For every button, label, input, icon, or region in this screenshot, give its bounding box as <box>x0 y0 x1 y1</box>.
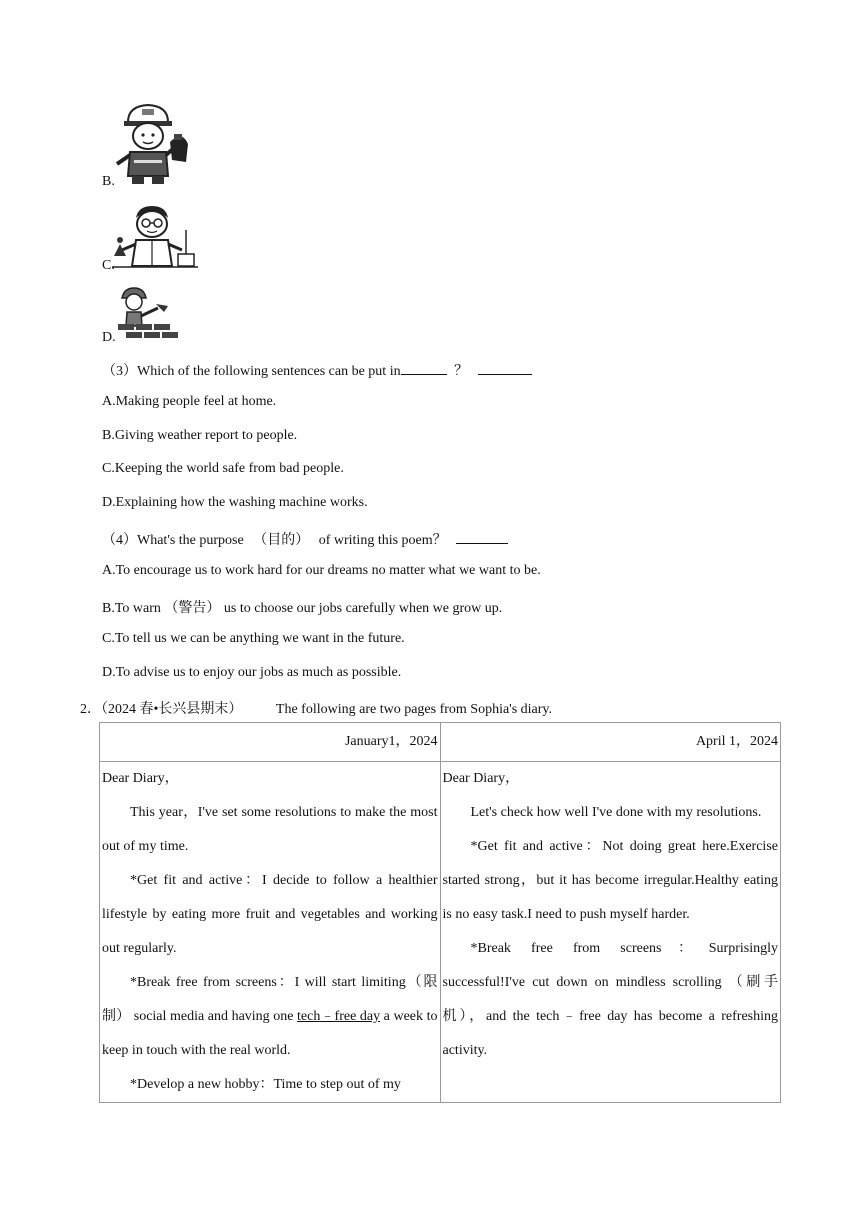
diary-left-entry <box>100 762 441 1103</box>
question-4-text-a: What's the purpose <box>137 533 244 548</box>
bricklayer-picture <box>114 286 186 342</box>
diary-left-hobby: *Develop a new hobby：Time to step out of my <box>130 1077 401 1092</box>
question-4-option-c: C.To tell us we can be anything we want in the future. <box>102 631 405 646</box>
option-d-label: D. <box>102 330 116 345</box>
question-3-text: Which of the following sentences can be put in <box>137 364 401 379</box>
question-3-option-d: D.Explaining how the washing machine works. <box>102 495 368 510</box>
diary-right-date: April 1，2024 <box>440 723 781 762</box>
option-c-label: C. <box>102 258 115 273</box>
question-3-answer-blank[interactable] <box>478 360 532 375</box>
question-3-gap <box>401 360 447 375</box>
diary-table <box>99 722 781 1103</box>
question-3-option-a: A.Making people feel at home. <box>102 394 277 409</box>
scientist-icon <box>112 204 198 270</box>
firefighter-picture <box>112 100 196 186</box>
question-4-stem <box>102 529 508 549</box>
question-4-text-b: （目的） <box>253 533 310 548</box>
diary-right-intro: Let's check how well I've done with my resolutions. <box>470 805 762 820</box>
diary-left-date: January1，2024 <box>100 723 441 762</box>
diary-left-screens <box>102 966 438 1068</box>
tech-free-day-term: tech﹣free day <box>297 1009 381 1024</box>
diary-body-row <box>100 762 781 1103</box>
question-2-source: （2024 春•长兴县期末） <box>101 702 243 717</box>
question-3-option-b: B.Giving weather report to people. <box>102 428 298 443</box>
scientist-picture <box>112 204 198 270</box>
question-4-option-a: A.To encourage us to work hard for our dreams no matter what we want to be. <box>102 563 541 578</box>
question-4-number: （4） <box>102 533 137 548</box>
diary-left-fitness: *Get fit and active：I decide to follow a healthier lifestyle by eating more fruit and vegetables and working out regularly. <box>102 873 438 956</box>
question-2-intro: The following are two pages from Sophia's diary. <box>275 702 553 717</box>
option-b-label: B. <box>102 174 115 189</box>
diary-right-entry <box>440 762 781 1103</box>
question-3-mark: ？ <box>454 364 469 379</box>
question-4-option-b: B.To warn （警告） us to choose our jobs carefully when we grow up. <box>102 601 503 616</box>
diary-date-row <box>100 723 781 762</box>
question-2-number: 2． <box>80 702 101 717</box>
diary-left-screens-text: *Break free from screens：I will start limiting（限制） social media and having one <box>102 975 438 1024</box>
question-3-number: （3） <box>102 364 137 379</box>
diary-left-screens-text-end: a week to keep in touch with the real world. <box>102 1009 438 1058</box>
question-3-option-c: C.Keeping the world safe from bad people. <box>102 461 344 476</box>
question-2-heading <box>80 698 552 718</box>
diary-left-greeting: Dear Diary， <box>102 771 179 786</box>
question-4-option-d: D.To advise us to enjoy our jobs as much as possible. <box>102 665 402 680</box>
diary-left-intro: This year，I've set some resolutions to make the most out of my time. <box>102 805 438 854</box>
question-4-answer-blank[interactable] <box>456 529 508 544</box>
diary-right-fitness: *Get fit and active：Not doing great here.Exercise started strong，but it has become irregular.Healthy eating is no easy task.I need to push myself harder. <box>442 839 778 922</box>
firefighter-icon <box>112 100 196 186</box>
diary-right-screens: *Break free from screens：Surprisingly successful!I've cut down on mindless scrolling （刷手机），and the tech﹣free day has become a refreshing activity. <box>442 941 778 1058</box>
bricklayer-icon <box>114 286 186 342</box>
diary-right-greeting: Dear Diary， <box>442 771 520 786</box>
question-3-stem <box>102 360 532 380</box>
question-4-text-c: of writing this poem？ <box>318 533 447 548</box>
